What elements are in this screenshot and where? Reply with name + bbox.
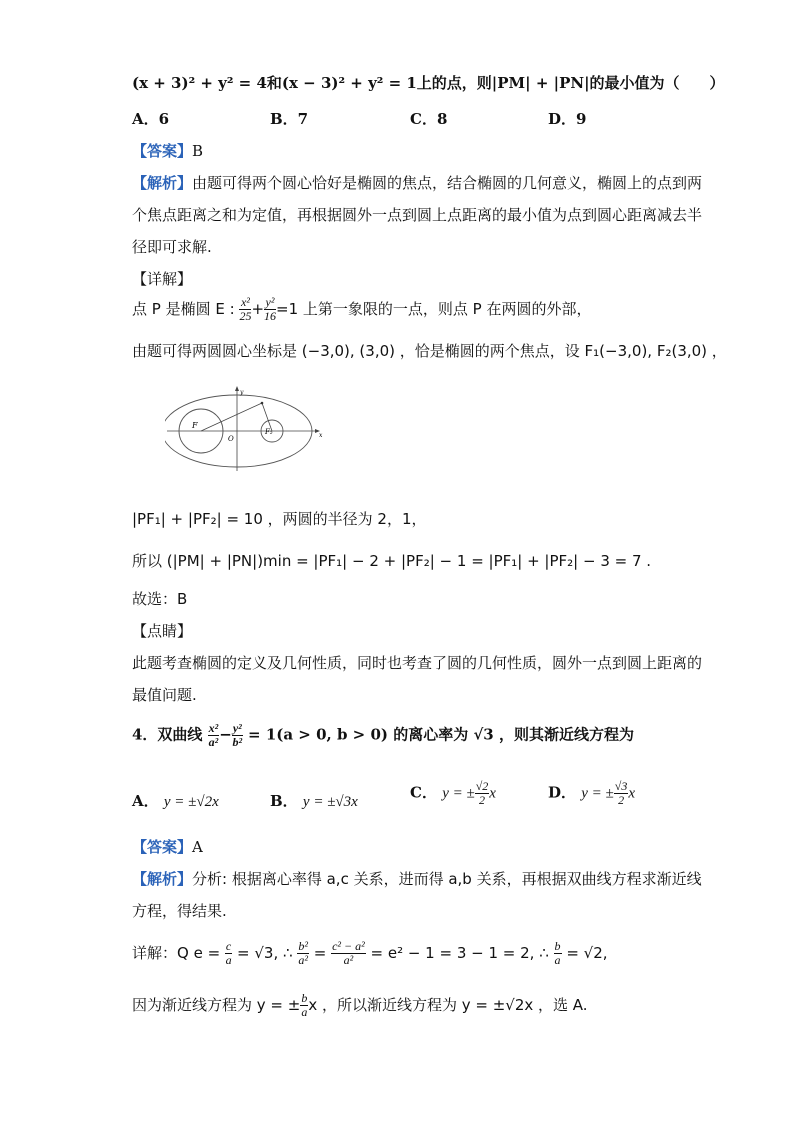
segment-pf1 [201, 403, 262, 431]
q4-stem-suffix: = 1(a > 0, b > 0) 的离心率为 √3 ，则其渐近线方程为 [248, 725, 634, 744]
denominator: b² [232, 735, 243, 749]
numerator: b [554, 939, 561, 953]
q3-stem: (x + 3)² + y² = 4和(x − 3)² + y² = 1上的点，则|PM| + |PN|的最小值为（ ） [132, 74, 725, 92]
option-letter: D． [548, 783, 577, 802]
denominator: a [554, 953, 561, 967]
label-origin: O [228, 435, 234, 443]
numerator: c [225, 939, 232, 953]
denominator: 16 [264, 309, 277, 323]
label-x: x [319, 432, 323, 439]
option-expr: y = ± [581, 785, 614, 802]
numerator: √2 [475, 779, 489, 793]
detail-text: =1 上第一象限的一点，则点 P 在两圆的外部， [276, 300, 592, 318]
y-axis-arrow [235, 386, 239, 391]
segment-pf2 [262, 403, 272, 431]
q3-option-c: C．8 [410, 110, 448, 128]
option-letter: C． [410, 783, 437, 802]
denominator: 25 [239, 309, 252, 323]
denominator: a² [208, 735, 219, 749]
minus-sign: − [219, 725, 232, 744]
numerator: y² [232, 721, 242, 735]
fraction [554, 940, 562, 967]
answer-value: B [192, 142, 204, 160]
label-f1: F [192, 421, 198, 430]
q3-analysis-line-2: 个焦点距离之和为定值，再根据圆外一点到圆上点距离的最小值为点到圆心距离减去半 [132, 206, 703, 224]
numerator: x² [208, 721, 219, 735]
denominator: 2 [618, 793, 625, 807]
detail-text: = √2, [566, 944, 608, 962]
q4-detail-line [132, 940, 608, 967]
q4-final-line [132, 992, 588, 1019]
q3-detail-line-1 [132, 296, 591, 323]
option-expr: y = ± [442, 785, 475, 802]
q4-option-a [132, 790, 219, 811]
detail-text: = e² − 1 = 3 − 1 = 2, ∴ [370, 944, 549, 962]
option-expr: x [628, 785, 636, 802]
q3-option-b: B．7 [270, 110, 309, 128]
q3-comment-line-2: 最值问题. [132, 686, 197, 704]
q3-analysis-line-3: 径即可求解. [132, 238, 212, 256]
q4-option-d [548, 780, 635, 807]
q4-analysis-line-2: 方程，得结果. [132, 902, 227, 920]
numerator: b [301, 991, 308, 1005]
q3-detail-line-3: |PF₁| + |PF₂| = 10 ，两圆的半径为 2，1， [132, 510, 427, 528]
label-f2: F₂ [265, 428, 273, 436]
point-p [261, 402, 264, 405]
answer-value: A [192, 838, 203, 856]
q3-detail-line-4: 所以 (|PM| + |PN|)min = |PF₁| − 2 + |PF₂| − 1 = |PF₁| + |PF₂| − 3 = 7 . [132, 552, 652, 570]
detail-text: = √3, ∴ [237, 944, 293, 962]
fraction [239, 296, 251, 323]
answer-tag: 【答案】 [132, 142, 193, 160]
option-expr: y = ±√3x [302, 794, 358, 810]
fraction [614, 780, 629, 807]
q4-stem [132, 722, 634, 749]
numerator: b² [298, 939, 308, 953]
denominator: a² [298, 953, 308, 967]
q3-option-d: D．9 [548, 110, 587, 128]
option-expr: x [489, 785, 496, 802]
detail-text: 点 P 是椭圆 E : [132, 300, 235, 318]
plus-sign: + [251, 300, 265, 318]
analysis-text: 分析: 根据离心率得 a,c 关系，进而得 a,b 关系，再根据双曲线方程求渐近线 [192, 870, 702, 888]
option-letter: B． [270, 792, 298, 810]
ellipse-figure [165, 385, 325, 475]
numerator: √3 [614, 779, 628, 793]
final-text: 因为渐近线方程为 y = ± [132, 996, 301, 1014]
fraction [297, 940, 309, 967]
numerator: y² [265, 295, 275, 309]
final-text: x ，所以渐近线方程为 y = ±√2x ，选 A. [308, 996, 588, 1014]
option-expr: y = ±√2x [163, 794, 219, 810]
fraction [264, 296, 276, 323]
q3-option-a: A．6 [132, 110, 170, 128]
q4-stem-prefix: 4．双曲线 [132, 725, 203, 744]
denominator: a [301, 1005, 308, 1019]
denominator: a² [343, 953, 354, 967]
option-letter: A． [132, 792, 159, 810]
numerator: x² [240, 295, 250, 309]
analysis-tag: 【解析】 [132, 870, 193, 888]
fraction [475, 780, 490, 807]
q3-conclusion: 故选：B [132, 590, 188, 608]
q4-option-b [270, 790, 358, 811]
q3-comment-line-1: 此题考查椭圆的定义及几何性质，同时也考查了圆的几何性质，圆外一点到圆上距离的 [132, 654, 703, 672]
label-y: y [240, 389, 244, 396]
equals-sign: = [313, 944, 327, 962]
q4-answer [132, 836, 203, 857]
denominator: a [225, 953, 232, 967]
q3-comment-tag: 【点睛】 [132, 622, 193, 640]
q4-analysis-line-1 [132, 868, 702, 889]
q3-answer [132, 140, 203, 161]
fraction [232, 722, 243, 749]
analysis-text: 由题可得两个圆心恰好是椭圆的焦点，结合椭圆的几何意义，椭圆上的点到两 [192, 174, 703, 192]
q3-detail-line-2: 由题可得两圆圆心坐标是 (−3,0), (3,0) ，恰是椭圆的两个焦点，设 F₁(−3,0), F₂(3,0) ， [132, 342, 727, 360]
q3-detail-tag: 【详解】 [132, 270, 193, 288]
q3-analysis-line-1 [132, 172, 702, 193]
analysis-tag: 【解析】 [132, 174, 193, 192]
numerator: c² − a² [332, 939, 365, 953]
fraction [208, 722, 220, 749]
fraction [225, 940, 232, 967]
denominator: 2 [479, 793, 485, 807]
detail-text: 详解：Q e = [132, 944, 221, 962]
answer-tag: 【答案】 [132, 838, 193, 856]
fraction [331, 940, 366, 967]
q4-option-c [410, 780, 496, 807]
